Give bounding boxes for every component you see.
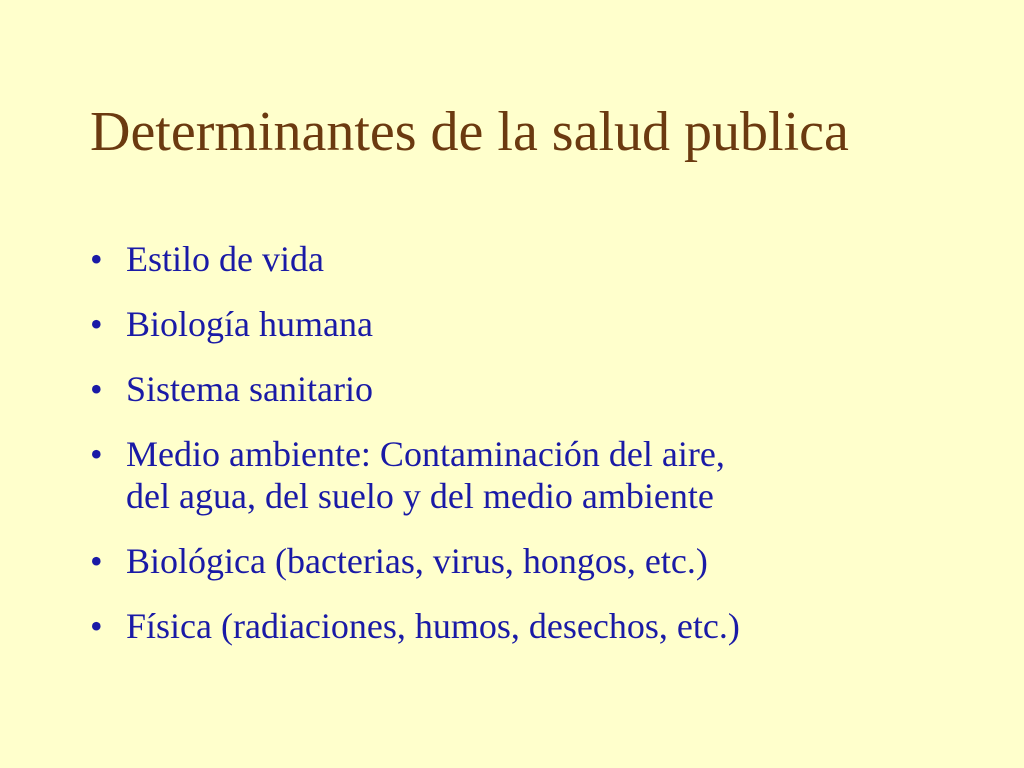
bullet-item-fisica xyxy=(84,605,964,647)
bullet-item-sistema-sanitario xyxy=(84,368,964,410)
bullet-list xyxy=(84,238,964,670)
bullet-item-biologia-humana xyxy=(84,303,964,345)
bullet-text: Física (radiaciones, humos, desechos, etc.) xyxy=(126,606,740,646)
bullet-text: Sistema sanitario xyxy=(126,369,373,409)
bullet-text: Biológica (bacterias, virus, hongos, etc.) xyxy=(126,541,708,581)
bullet-text: Medio ambiente: Contaminación del aire, del agua, del suelo y del medio ambiente xyxy=(126,434,725,516)
bullet-text: Biología humana xyxy=(126,304,373,344)
bullet-dot-icon: • xyxy=(90,304,103,344)
slide-title: Determinantes de la salud publica xyxy=(90,101,849,163)
bullet-dot-icon: • xyxy=(90,541,103,581)
bullet-item-medio-ambiente xyxy=(84,433,964,517)
bullet-dot-icon: • xyxy=(90,606,103,646)
bullet-dot-icon: • xyxy=(90,239,103,279)
bullet-dot-icon: • xyxy=(90,369,103,409)
bullet-item-estilo-de-vida xyxy=(84,238,964,280)
bullet-text: Estilo de vida xyxy=(126,239,324,279)
bullet-item-biologica xyxy=(84,540,964,582)
bullet-dot-icon: • xyxy=(90,434,103,474)
